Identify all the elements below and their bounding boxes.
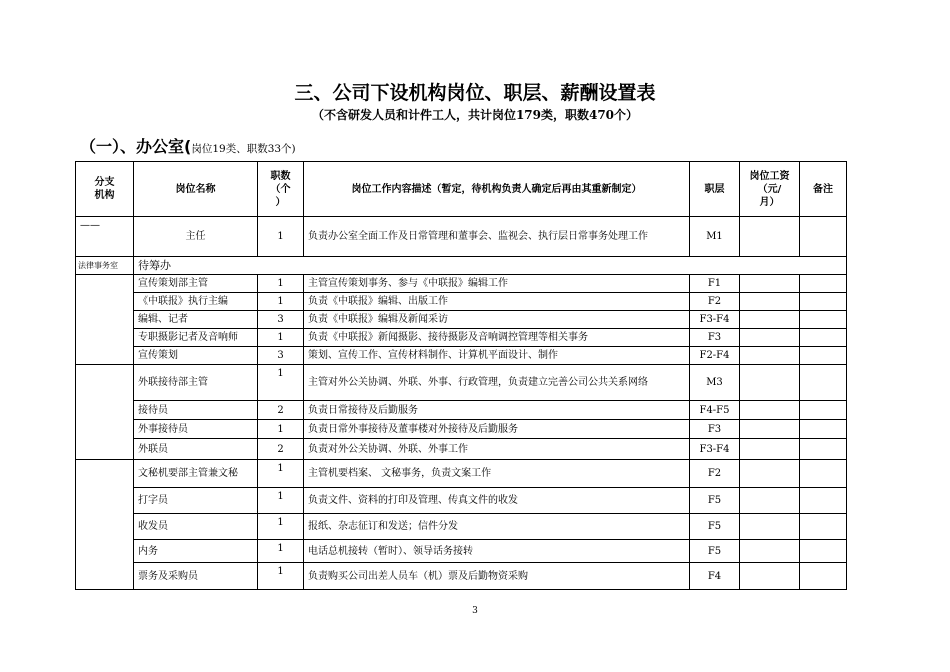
cell-branch: —— [76, 217, 134, 257]
cell-salary [740, 563, 800, 590]
cell-note [800, 563, 847, 590]
cell-level: M1 [690, 217, 740, 257]
cell-note [800, 329, 847, 347]
cell-post: 宣传策划部主管 [134, 275, 258, 293]
cell-count: 1 [258, 293, 304, 311]
cell-level: F3-F4 [690, 311, 740, 329]
cell-post: 接待员 [134, 401, 258, 420]
cell-count: 1 [258, 563, 304, 590]
cell-note [800, 401, 847, 420]
cell-post: 收发员 [134, 514, 258, 540]
cell-level: F3-F4 [690, 439, 740, 460]
table-row [76, 488, 847, 514]
cell-salary [740, 347, 800, 365]
header-desc: 岗位工作内容描述（暂定，待机构负责人确定后再由其重新制定） [304, 162, 690, 217]
table-row [76, 275, 847, 293]
cell-count: 1 [258, 275, 304, 293]
table-row [76, 540, 847, 563]
table-row [76, 293, 847, 311]
cell-count: 1 [258, 329, 304, 347]
cell-salary [740, 293, 800, 311]
table-row [76, 460, 847, 488]
cell-salary [740, 217, 800, 257]
cell-branch: 法律事务室 [76, 257, 134, 275]
section-heading-main: （一）、办公室( [80, 137, 192, 156]
cell-level: F2 [690, 460, 740, 488]
header-level: 职层 [690, 162, 740, 217]
cell-level: F5 [690, 488, 740, 514]
cell-desc: 报纸、杂志征订和发送；信件分发 [304, 514, 690, 540]
table-row [76, 329, 847, 347]
cell-level: F2-F4 [690, 347, 740, 365]
table-row [76, 563, 847, 590]
cell-post: 专职摄影记者及音响师 [134, 329, 258, 347]
cell-post: 内务 [134, 540, 258, 563]
cell-salary [740, 365, 800, 401]
cell-note [800, 488, 847, 514]
cell-count: 3 [258, 347, 304, 365]
header-count: 职数 （个 ） [258, 162, 304, 217]
cell-salary [740, 540, 800, 563]
cell-desc: 负责购买公司出差人员车（机）票及后勤物资采购 [304, 563, 690, 590]
cell-note [800, 275, 847, 293]
cell-post: 文秘机要部主管兼文秘 [134, 460, 258, 488]
cell-count: 1 [258, 460, 304, 488]
table-row [76, 257, 847, 275]
cell-branch-group [76, 365, 134, 460]
cell-post: 主任 [134, 217, 258, 257]
cell-level: F3 [690, 420, 740, 439]
cell-desc: 主管宣传策划事务、参与《中联报》编辑工作 [304, 275, 690, 293]
cell-level: F4-F5 [690, 401, 740, 420]
cell-note [800, 347, 847, 365]
cell-count: 2 [258, 439, 304, 460]
cell-desc: 负责日常外事接待及董事楼对外接待及后勤服务 [304, 420, 690, 439]
cell-note [800, 540, 847, 563]
cell-note [800, 365, 847, 401]
table-row [76, 365, 847, 401]
cell-post: 票务及采购员 [134, 563, 258, 590]
cell-branch-group [76, 275, 134, 365]
cell-salary [740, 329, 800, 347]
page-title: 三、公司下设机构岗位、职层、薪酬设置表 [294, 82, 656, 104]
table-row [76, 439, 847, 460]
cell-level: F3 [690, 329, 740, 347]
cell-desc: 电话总机接转（暂时）、领导话务接转 [304, 540, 690, 563]
cell-note [800, 439, 847, 460]
cell-note [800, 514, 847, 540]
header-note: 备注 [800, 162, 847, 217]
cell-desc: 负责办公室全面工作及日常管理和董事会、监视会、执行层日常事务处理工作 [304, 217, 690, 257]
cell-branch-group [76, 460, 134, 590]
cell-note [800, 420, 847, 439]
cell-desc: 负责《中联报》编辑、出版工作 [304, 293, 690, 311]
cell-post: 宣传策划 [134, 347, 258, 365]
cell-salary [740, 420, 800, 439]
table-row [76, 347, 847, 365]
cell-desc: 负责日常接待及后勤服务 [304, 401, 690, 420]
cell-level: F5 [690, 540, 740, 563]
table-row [76, 401, 847, 420]
cell-count: 1 [258, 540, 304, 563]
table-row [76, 217, 847, 257]
cell-count: 1 [258, 488, 304, 514]
cell-desc: 负责《中联报》编辑及新闻采访 [304, 311, 690, 329]
cell-post: 待筹办 [134, 257, 847, 275]
cell-salary [740, 401, 800, 420]
cell-salary [740, 311, 800, 329]
cell-desc: 负责文件、资料的打印及管理、传真文件的收发 [304, 488, 690, 514]
cell-level: F1 [690, 275, 740, 293]
cell-note [800, 293, 847, 311]
header-branch: 分支 机构 [76, 162, 134, 217]
cell-desc: 策划、宣传工作、宣传材料制作、计算机平面设计、制作 [304, 347, 690, 365]
section-heading [80, 134, 296, 157]
cell-desc: 负责对外公关协调、外联、外事工作 [304, 439, 690, 460]
header-salary: 岗位工资 （元/ 月） [740, 162, 800, 217]
cell-level: M3 [690, 365, 740, 401]
section-heading-detail: 岗位19类、职数33个) [191, 143, 296, 155]
cell-count: 2 [258, 401, 304, 420]
cell-post: 编辑、记者 [134, 311, 258, 329]
position-table [75, 161, 847, 590]
cell-count: 1 [258, 217, 304, 257]
cell-salary [740, 439, 800, 460]
table-row [76, 514, 847, 540]
table-row [76, 420, 847, 439]
cell-count: 1 [258, 420, 304, 439]
cell-count: 1 [258, 514, 304, 540]
cell-note [800, 460, 847, 488]
cell-salary [740, 275, 800, 293]
cell-post: 《中联报》执行主编 [134, 293, 258, 311]
cell-salary [740, 488, 800, 514]
cell-salary [740, 514, 800, 540]
header-post: 岗位名称 [134, 162, 258, 217]
cell-count: 1 [258, 365, 304, 401]
page-subtitle: （不含研发人员和计件工人，共计岗位179类，职数470个） [311, 108, 639, 122]
cell-desc: 主管机要档案、 文秘事务，负责文案工作 [304, 460, 690, 488]
cell-post: 外事接待员 [134, 420, 258, 439]
cell-salary [740, 460, 800, 488]
cell-desc: 负责《中联报》新闻摄影、接待摄影及音响调控管理等相关事务 [304, 329, 690, 347]
cell-level: F5 [690, 514, 740, 540]
page-number: 3 [472, 606, 478, 616]
cell-level: F2 [690, 293, 740, 311]
cell-post: 外联接待部主管 [134, 365, 258, 401]
cell-post: 打字员 [134, 488, 258, 514]
cell-level: F4 [690, 563, 740, 590]
cell-note [800, 217, 847, 257]
cell-post: 外联员 [134, 439, 258, 460]
table-header-row [76, 162, 847, 217]
table-row [76, 311, 847, 329]
cell-desc: 主管对外公关协调、外联、外事、行政管理，负责建立完善公司公共关系网络 [304, 365, 690, 401]
cell-note [800, 311, 847, 329]
cell-count: 3 [258, 311, 304, 329]
